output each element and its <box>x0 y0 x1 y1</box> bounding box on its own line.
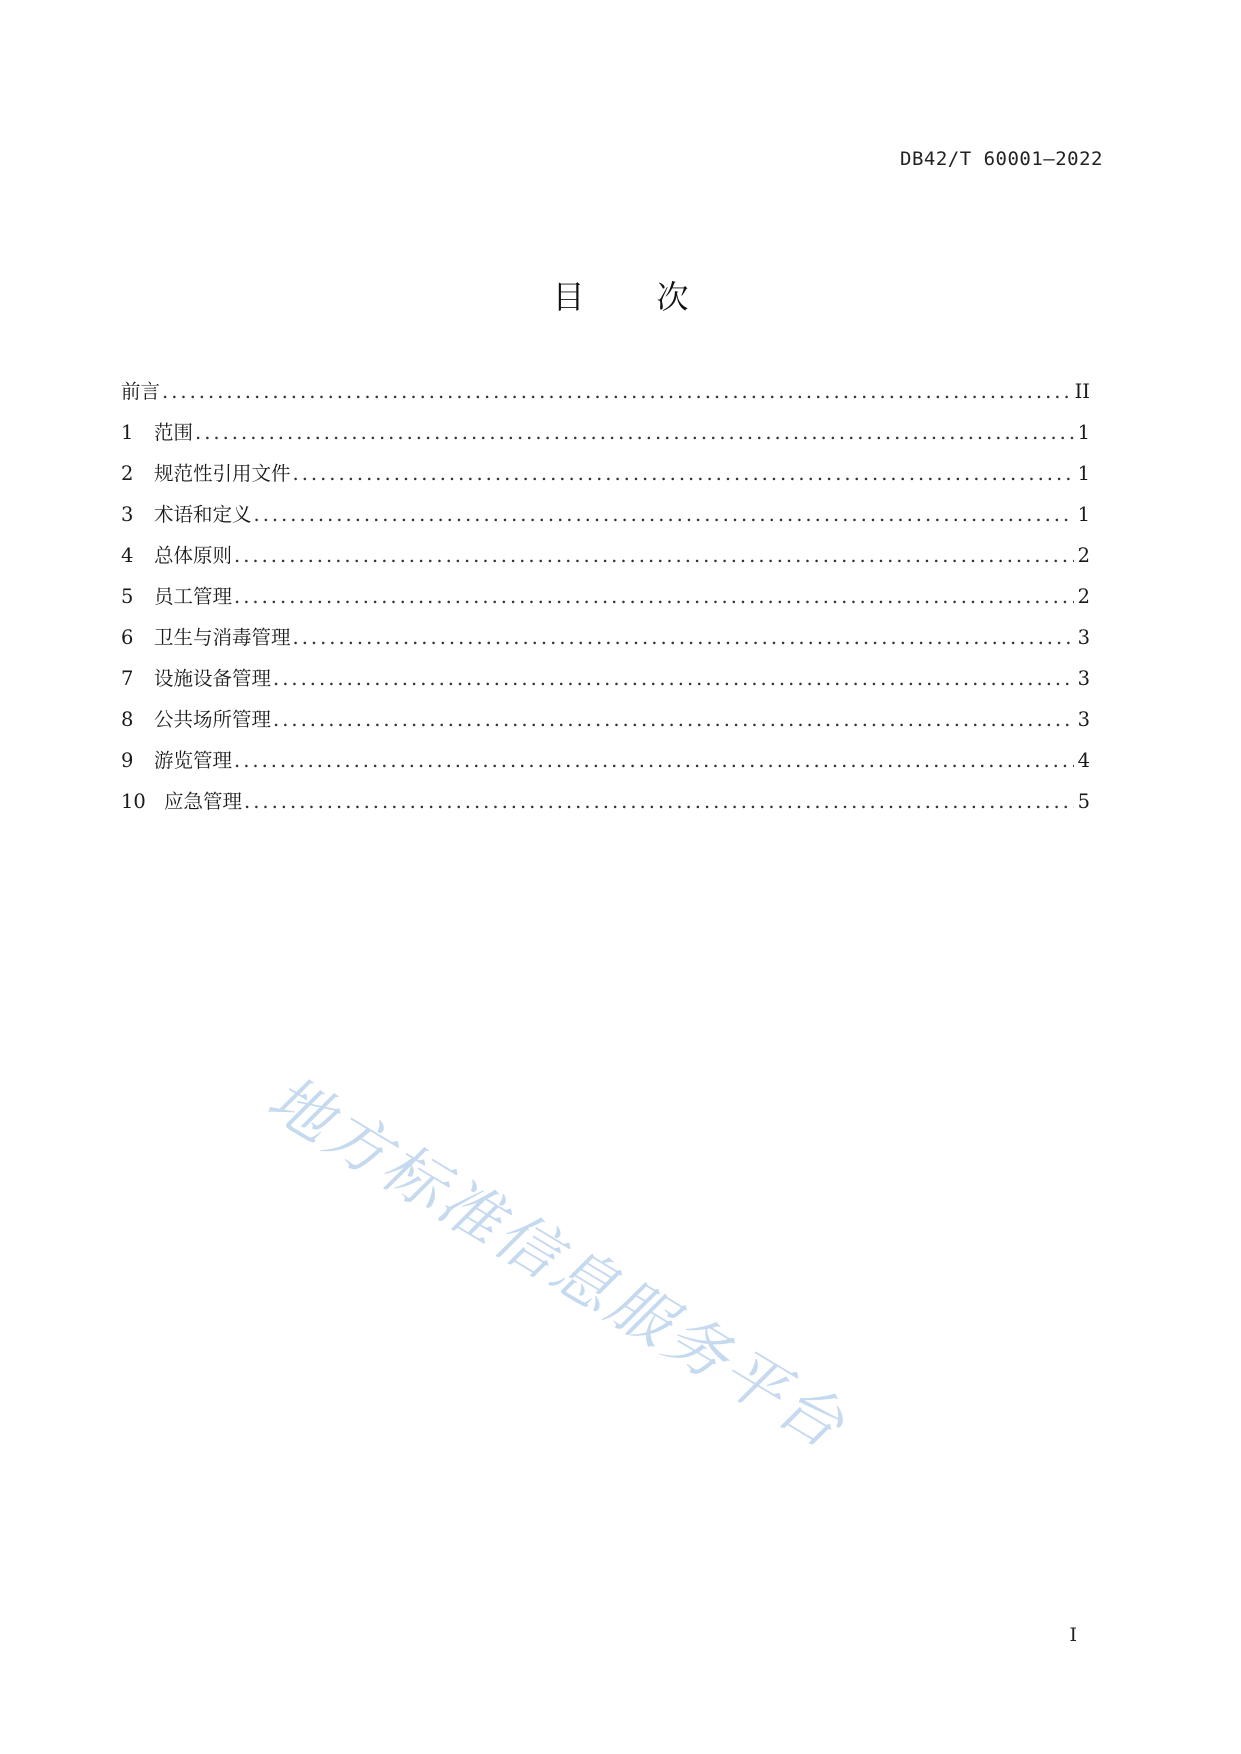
toc-entry-label: 术语和定义 <box>154 503 252 526</box>
page-number: I <box>1069 1624 1077 1646</box>
toc-entry-preface[interactable] <box>121 376 1090 417</box>
toc-entry-number: 3 <box>121 503 134 526</box>
toc-entry-number: 10 <box>121 790 146 813</box>
toc-entry-7[interactable] <box>121 663 1090 704</box>
toc-entry-number: 5 <box>121 585 134 608</box>
toc-leader-dots <box>273 708 1074 731</box>
toc-leader-dots <box>234 544 1074 567</box>
toc-entry-page: 2 <box>1077 585 1090 608</box>
toc-entry-page: 4 <box>1077 749 1090 772</box>
toc-leader-dots <box>293 462 1074 485</box>
toc-entry-number: 1 <box>121 421 134 444</box>
toc-entry-label: 游览管理 <box>154 749 233 772</box>
toc-entry-page: 2 <box>1077 544 1090 567</box>
toc-leader-dots <box>234 749 1074 772</box>
toc-entry-page: 3 <box>1077 626 1090 649</box>
toc-entry-number: 4 <box>121 544 134 567</box>
toc-entry-6[interactable] <box>121 622 1090 663</box>
toc-leader-dots <box>244 790 1074 813</box>
toc-leader-dots <box>162 380 1071 403</box>
toc-entry-label: 总体原则 <box>154 544 233 567</box>
toc-entry-number: 2 <box>121 462 134 485</box>
toc-entry-page: 5 <box>1077 790 1090 813</box>
toc-leader-dots <box>234 585 1074 608</box>
toc-entry-3[interactable] <box>121 499 1090 540</box>
toc-entry-8[interactable] <box>121 704 1090 745</box>
toc-entry-label: 前言 <box>121 380 161 403</box>
toc-entry-label: 卫生与消毒管理 <box>154 626 291 649</box>
toc-entry-page: 1 <box>1077 462 1090 485</box>
toc-title: 目次 <box>552 278 761 316</box>
toc-leader-dots <box>254 503 1074 526</box>
toc-entry-9[interactable] <box>121 745 1090 786</box>
toc-leader-dots <box>273 667 1074 690</box>
toc-entry-4[interactable] <box>121 540 1090 581</box>
toc-entry-label: 设施设备管理 <box>154 667 272 690</box>
toc-entry-2[interactable] <box>121 458 1090 499</box>
table-of-contents <box>121 376 1090 827</box>
toc-entry-number: 8 <box>121 708 134 731</box>
toc-entry-label: 应急管理 <box>164 790 243 813</box>
toc-entry-5[interactable] <box>121 581 1090 622</box>
toc-entry-page: 3 <box>1077 708 1090 731</box>
toc-entry-number: 7 <box>121 667 134 690</box>
toc-leader-dots <box>195 421 1074 444</box>
toc-entry-label: 员工管理 <box>154 585 233 608</box>
toc-entry-page: 1 <box>1077 421 1090 444</box>
toc-entry-number: 6 <box>121 626 134 649</box>
toc-entry-number: 9 <box>121 749 134 772</box>
toc-entry-label: 范围 <box>154 421 194 444</box>
standard-number: DB42/T 60001—2022 <box>900 148 1103 170</box>
toc-entry-10[interactable] <box>121 786 1090 827</box>
toc-entry-page: 1 <box>1077 503 1090 526</box>
toc-entry-label: 规范性引用文件 <box>154 462 291 485</box>
toc-entry-label: 公共场所管理 <box>154 708 272 731</box>
toc-entry-1[interactable] <box>121 417 1090 458</box>
toc-leader-dots <box>293 626 1074 649</box>
toc-entry-page: 3 <box>1077 667 1090 690</box>
watermark: 地方标准信息服务平台 <box>255 1061 860 1464</box>
toc-entry-page: II <box>1074 380 1090 403</box>
